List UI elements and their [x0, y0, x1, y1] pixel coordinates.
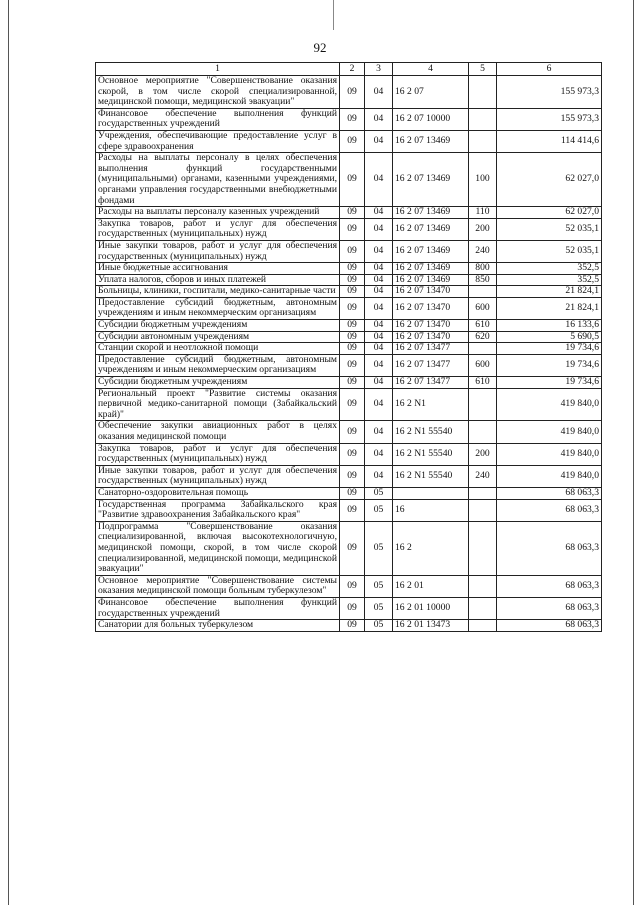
row-target-code: 16 2 07 13477 [393, 354, 469, 376]
row-section: 09 [340, 274, 365, 286]
budget-table [95, 62, 602, 632]
row-target-code: 16 2 07 13470 [393, 297, 469, 319]
row-section: 09 [340, 377, 365, 389]
row-section: 09 [340, 443, 365, 465]
row-amount: 352,5 [497, 263, 602, 275]
row-name: Основное мероприятие "Совершенствование оказания скорой, в том числе скорой специализированной, медицинской помощи, медицинской эвакуации" [96, 76, 340, 109]
header-col-3: 3 [365, 63, 393, 76]
row-target-code: 16 2 01 10000 [393, 597, 469, 619]
row-expense-type: 610 [469, 377, 497, 389]
row-subsection: 05 [365, 575, 393, 597]
row-target-code: 16 2 07 13470 [393, 320, 469, 332]
row-target-code: 16 2 N1 55540 [393, 443, 469, 465]
scan-edge-right [633, 0, 634, 905]
row-amount: 21 824,1 [497, 297, 602, 319]
table-row [96, 575, 602, 597]
row-subsection: 04 [365, 388, 393, 421]
row-section: 09 [340, 465, 365, 487]
row-amount: 419 840,0 [497, 388, 602, 421]
row-target-code: 16 2 07 13470 [393, 286, 469, 298]
table-row [96, 388, 602, 421]
row-section: 09 [340, 421, 365, 443]
row-subsection: 04 [365, 421, 393, 443]
row-section: 09 [340, 130, 365, 152]
row-target-code: 16 2 07 [393, 76, 469, 109]
row-expense-type [469, 108, 497, 130]
row-section: 09 [340, 240, 365, 262]
row-target-code: 16 2 07 10000 [393, 108, 469, 130]
row-expense-type: 800 [469, 263, 497, 275]
row-target-code: 16 2 07 13470 [393, 331, 469, 343]
table-row [96, 130, 602, 152]
row-section: 09 [340, 108, 365, 130]
table-row [96, 343, 602, 355]
row-subsection: 04 [365, 130, 393, 152]
row-amount: 21 824,1 [497, 286, 602, 298]
row-name: Закупка товаров, работ и услуг для обеспечения государственных (муниципальных) нужд [96, 218, 340, 240]
table-row [96, 263, 602, 275]
row-name: Обеспечение закупки авиационных работ в целях оказания медицинской помощи [96, 421, 340, 443]
row-amount: 68 063,3 [497, 499, 602, 521]
row-subsection: 05 [365, 620, 393, 632]
row-amount: 419 840,0 [497, 443, 602, 465]
row-amount: 68 063,3 [497, 521, 602, 575]
row-amount: 68 063,3 [497, 597, 602, 619]
row-amount: 352,5 [497, 274, 602, 286]
row-subsection: 04 [365, 297, 393, 319]
row-amount: 16 133,6 [497, 320, 602, 332]
row-name: Субсидии бюджетным учреждениям [96, 320, 340, 332]
row-target-code: 16 2 01 [393, 575, 469, 597]
row-subsection: 04 [365, 320, 393, 332]
row-expense-type [469, 575, 497, 597]
row-expense-type: 110 [469, 207, 497, 219]
row-target-code: 16 2 01 13473 [393, 620, 469, 632]
table-row [96, 421, 602, 443]
row-expense-type: 850 [469, 274, 497, 286]
row-subsection: 05 [365, 597, 393, 619]
row-section: 09 [340, 331, 365, 343]
row-target-code: 16 2 07 13477 [393, 377, 469, 389]
row-expense-type: 620 [469, 331, 497, 343]
row-amount: 62 027,0 [497, 153, 602, 207]
table-row [96, 286, 602, 298]
row-section: 09 [340, 218, 365, 240]
row-subsection: 04 [365, 263, 393, 275]
row-subsection: 04 [365, 286, 393, 298]
row-section: 09 [340, 76, 365, 109]
row-subsection: 04 [365, 240, 393, 262]
row-expense-type [469, 130, 497, 152]
row-amount: 114 414,6 [497, 130, 602, 152]
row-name: Финансовое обеспечение выполнения функций государственных учреждений [96, 597, 340, 619]
row-subsection: 05 [365, 487, 393, 499]
row-expense-type [469, 487, 497, 499]
row-expense-type [469, 597, 497, 619]
row-section: 09 [340, 153, 365, 207]
row-name: Иные закупки товаров, работ и услуг для обеспечения государственных (муниципальных) нужд [96, 465, 340, 487]
row-amount: 19 734,6 [497, 377, 602, 389]
row-target-code: 16 2 07 13469 [393, 153, 469, 207]
table-row [96, 240, 602, 262]
table-row [96, 153, 602, 207]
row-name: Санаторно-оздоровительная помощь [96, 487, 340, 499]
row-target-code: 16 2 [393, 521, 469, 575]
row-subsection: 04 [365, 76, 393, 109]
row-expense-type: 600 [469, 354, 497, 376]
header-col-6: 6 [497, 63, 602, 76]
row-section: 09 [340, 575, 365, 597]
header-row [96, 63, 602, 76]
row-name: Уплата налогов, сборов и иных платежей [96, 274, 340, 286]
table-row [96, 377, 602, 389]
row-subsection: 04 [365, 108, 393, 130]
row-section: 09 [340, 297, 365, 319]
header-col-2: 2 [340, 63, 365, 76]
header-col-1: 1 [96, 63, 340, 76]
table-row [96, 331, 602, 343]
row-name: Региональный проект "Развитие системы оказания первичной медико-санитарной помощи (Забайкальский край)" [96, 388, 340, 421]
row-subsection: 04 [365, 465, 393, 487]
row-amount: 68 063,3 [497, 620, 602, 632]
row-amount: 155 973,3 [497, 76, 602, 109]
row-subsection: 04 [365, 218, 393, 240]
row-amount: 19 734,6 [497, 343, 602, 355]
table-row [96, 620, 602, 632]
row-name: Закупка товаров, работ и услуг для обеспечения государственных (муниципальных) нужд [96, 443, 340, 465]
row-subsection: 04 [365, 343, 393, 355]
row-expense-type [469, 421, 497, 443]
row-name: Расходы на выплаты персоналу казенных учреждений [96, 207, 340, 219]
row-expense-type [469, 343, 497, 355]
row-subsection: 04 [365, 331, 393, 343]
table-body [96, 76, 602, 632]
row-target-code: 16 2 07 13469 [393, 240, 469, 262]
table-row [96, 76, 602, 109]
row-name: Предоставление субсидий бюджетным, автономным учреждениям и иным некоммерческим организациям [96, 297, 340, 319]
row-subsection: 04 [365, 153, 393, 207]
row-name: Государственная программа Забайкальского края "Развитие здравоохранения Забайкальского края" [96, 499, 340, 521]
table-row [96, 597, 602, 619]
header-col-4: 4 [393, 63, 469, 76]
row-section: 09 [340, 263, 365, 275]
row-name: Предоставление субсидий бюджетным, автономным учреждениям и иным некоммерческим организациям [96, 354, 340, 376]
row-target-code: 16 2 07 13469 [393, 274, 469, 286]
table-row [96, 320, 602, 332]
row-amount: 68 063,3 [497, 575, 602, 597]
row-amount: 419 840,0 [497, 421, 602, 443]
row-section: 09 [340, 354, 365, 376]
row-subsection: 04 [365, 274, 393, 286]
row-name: Учреждения, обеспечивающие предоставление услуг в сфере здравоохранения [96, 130, 340, 152]
row-target-code: 16 [393, 499, 469, 521]
table-row [96, 499, 602, 521]
table-row [96, 207, 602, 219]
row-expense-type: 100 [469, 153, 497, 207]
table-header [96, 63, 602, 76]
table-row [96, 443, 602, 465]
row-subsection: 04 [365, 377, 393, 389]
row-subsection: 04 [365, 354, 393, 376]
scan-mark [333, 0, 334, 30]
row-amount: 52 035,1 [497, 240, 602, 262]
table-row [96, 108, 602, 130]
row-target-code: 16 2 N1 55540 [393, 421, 469, 443]
row-expense-type: 240 [469, 240, 497, 262]
row-section: 09 [340, 597, 365, 619]
row-target-code [393, 487, 469, 499]
row-name: Подпрограмма "Совершенствование оказания специализированной, включая высокотехнологичную, медицинской помощи, скорой, в том числе скорой специализированной, медицинской помощи, медицинской эвакуации" [96, 521, 340, 575]
row-expense-type: 610 [469, 320, 497, 332]
row-expense-type [469, 620, 497, 632]
table-row [96, 521, 602, 575]
row-name: Субсидии бюджетным учреждениям [96, 377, 340, 389]
row-target-code: 16 2 07 13469 [393, 130, 469, 152]
row-name: Иные закупки товаров, работ и услуг для обеспечения государственных (муниципальных) нужд [96, 240, 340, 262]
page-number: 92 [313, 40, 327, 55]
row-expense-type [469, 521, 497, 575]
row-section: 09 [340, 487, 365, 499]
row-target-code: 16 2 07 13469 [393, 218, 469, 240]
row-name: Расходы на выплаты персоналу в целях обеспечения выполнения функций государственными (муниципальными) органами, казенными учреждениями, органами управления государственными внебюджетными фондами [96, 153, 340, 207]
table-row [96, 274, 602, 286]
row-expense-type [469, 499, 497, 521]
row-expense-type: 240 [469, 465, 497, 487]
table-row [96, 465, 602, 487]
row-target-code: 16 2 07 13469 [393, 207, 469, 219]
row-name: Станции скорой и неотложной помощи [96, 343, 340, 355]
table-row [96, 218, 602, 240]
row-amount: 419 840,0 [497, 465, 602, 487]
row-section: 09 [340, 521, 365, 575]
row-amount: 19 734,6 [497, 354, 602, 376]
row-section: 09 [340, 286, 365, 298]
row-expense-type [469, 388, 497, 421]
row-subsection: 04 [365, 443, 393, 465]
row-target-code: 16 2 N1 [393, 388, 469, 421]
row-expense-type: 200 [469, 218, 497, 240]
row-amount: 155 973,3 [497, 108, 602, 130]
row-name: Субсидии автономным учреждениям [96, 331, 340, 343]
row-expense-type: 600 [469, 297, 497, 319]
row-target-code: 16 2 07 13469 [393, 263, 469, 275]
row-amount: 5 690,5 [497, 331, 602, 343]
row-expense-type: 200 [469, 443, 497, 465]
row-section: 09 [340, 207, 365, 219]
row-section: 09 [340, 388, 365, 421]
row-name: Иные бюджетные ассигнования [96, 263, 340, 275]
table-row [96, 487, 602, 499]
row-expense-type [469, 286, 497, 298]
header-col-5: 5 [469, 63, 497, 76]
row-section: 09 [340, 320, 365, 332]
row-name: Больницы, клиники, госпитали, медико-санитарные части [96, 286, 340, 298]
row-section: 09 [340, 343, 365, 355]
row-amount: 68 063,3 [497, 487, 602, 499]
row-section: 09 [340, 620, 365, 632]
row-subsection: 05 [365, 521, 393, 575]
row-name: Основное мероприятие "Совершенствование системы оказания медицинской помощи больным туберкулезом" [96, 575, 340, 597]
row-subsection: 05 [365, 499, 393, 521]
table-row [96, 297, 602, 319]
row-target-code: 16 2 N1 55540 [393, 465, 469, 487]
scan-edge-left [8, 0, 9, 905]
row-name: Финансовое обеспечение выполнения функций государственных учреждений [96, 108, 340, 130]
row-expense-type [469, 76, 497, 109]
row-amount: 62 027,0 [497, 207, 602, 219]
row-name: Санатории для больных туберкулезом [96, 620, 340, 632]
row-amount: 52 035,1 [497, 218, 602, 240]
row-target-code: 16 2 07 13477 [393, 343, 469, 355]
row-subsection: 04 [365, 207, 393, 219]
row-section: 09 [340, 499, 365, 521]
table-row [96, 354, 602, 376]
